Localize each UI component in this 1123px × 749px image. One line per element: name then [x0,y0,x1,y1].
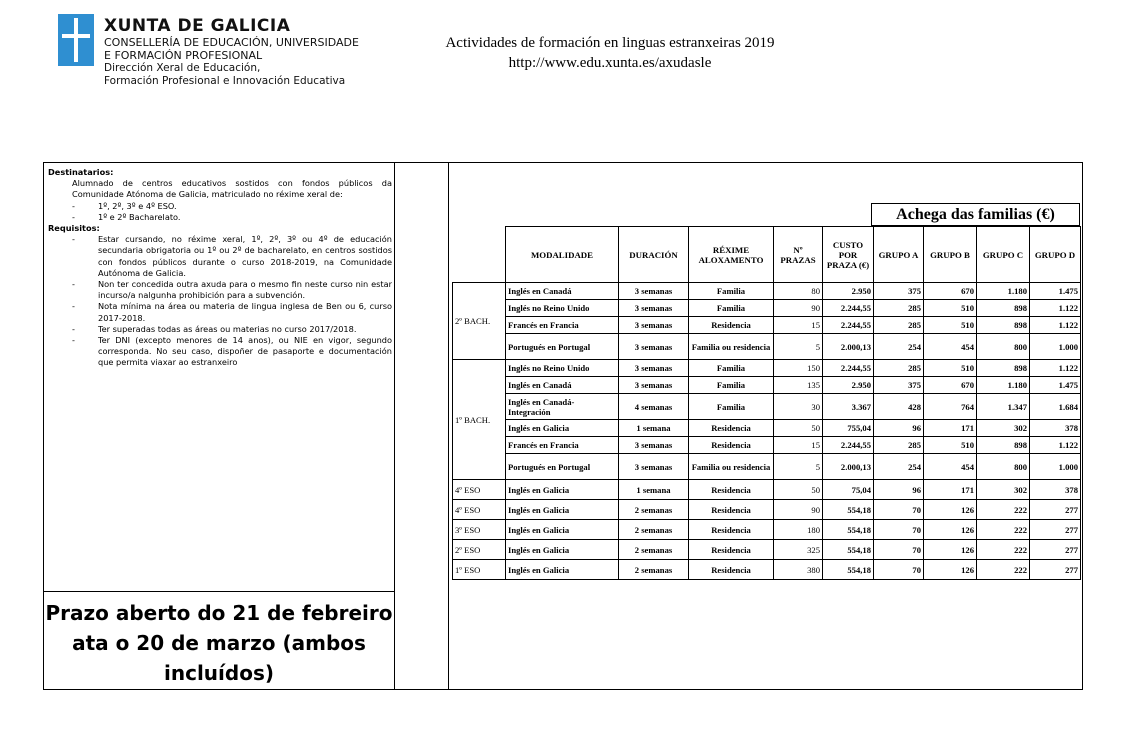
cost-cell: 2.244,55 [823,317,874,334]
group-a-cell: 285 [874,300,924,317]
brand-line: Dirección Xeral de Educación, [104,62,261,74]
group-c-cell: 222 [977,540,1030,560]
duration-cell: 3 semanas [619,437,689,454]
group-d-cell: 378 [1030,420,1081,437]
group-c-cell: 222 [977,500,1030,520]
header-row [453,227,1081,283]
col-header: GRUPO B [924,227,977,283]
group-b-cell: 126 [924,560,977,580]
requisitos-item [48,279,392,301]
cost-cell: 554,18 [823,560,874,580]
group-d-cell: 378 [1030,480,1081,500]
group-b-cell: 510 [924,360,977,377]
group-b-cell: 126 [924,500,977,520]
duration-cell: 1 semana [619,480,689,500]
group-c-cell: 302 [977,420,1030,437]
places-cell: 180 [774,520,823,540]
cost-cell: 554,18 [823,540,874,560]
empty-cell [453,227,506,283]
group-a-cell: 70 [874,560,924,580]
requirements-text [48,167,392,369]
cost-cell: 554,18 [823,500,874,520]
group-d-cell: 1.122 [1030,300,1081,317]
brand-block [104,16,359,88]
group-header: Achega das familias (€) [871,203,1080,226]
places-cell: 150 [774,360,823,377]
cost-cell: 2.244,55 [823,360,874,377]
cost-cell: 554,18 [823,520,874,540]
table-row [453,540,1081,560]
destinatarios-label: Destinatarios: [48,167,114,177]
regime-cell: Familia [689,300,774,317]
col-header: GRUPO A [874,227,924,283]
group-a-cell: 285 [874,317,924,334]
group-c-cell: 1.347 [977,394,1030,420]
title-url[interactable]: http://www.edu.xunta.es/axudasle [508,55,712,71]
modality-cell: Inglés en Canadá-Integración [506,394,619,420]
duration-cell: 2 semanas [619,500,689,520]
document-title [380,33,840,73]
regime-cell: Familia ou residencia [689,334,774,360]
modality-cell: Inglés en Galicia [506,480,619,500]
duration-cell: 3 semanas [619,377,689,394]
modality-cell: Inglés en Canadá [506,283,619,300]
table-row [453,480,1081,500]
col-header: Nº PRAZAS [774,227,823,283]
group-b-cell: 764 [924,394,977,420]
duration-cell: 4 semanas [619,394,689,420]
group-d-cell: 277 [1030,560,1081,580]
requisitos-item [48,324,392,335]
table-row [453,454,1081,480]
duration-cell: 3 semanas [619,334,689,360]
modality-cell: Inglés no Reino Unido [506,300,619,317]
modality-cell: Portugués en Portugal [506,454,619,480]
group-a-cell: 285 [874,437,924,454]
modality-cell: Francés en Francia [506,317,619,334]
dash: - [72,211,75,222]
group-a-cell: 254 [874,334,924,360]
level-cell: 4º ESO [453,480,506,500]
regime-cell: Residencia [689,437,774,454]
table-row [453,500,1081,520]
duration-cell: 2 semanas [619,540,689,560]
group-a-cell: 96 [874,480,924,500]
group-d-cell: 277 [1030,520,1081,540]
regime-cell: Residencia [689,317,774,334]
group-b-cell: 171 [924,420,977,437]
group-b-cell: 670 [924,377,977,394]
title-text: Actividades de formación en linguas estranxeiras 2019 [445,35,775,51]
group-d-cell: 1.122 [1030,317,1081,334]
table-row [453,300,1081,317]
table-row [453,520,1081,540]
table-row [453,437,1081,454]
places-cell: 90 [774,500,823,520]
group-a-cell: 285 [874,360,924,377]
group-a-cell: 254 [874,454,924,480]
requisitos-label: Requisitos: [48,223,100,234]
requisitos-item [48,234,392,279]
level-cell: 1º BACH. [453,360,506,480]
requisitos-item-text: Nota mínima na área ou materia de lingua inglesa de Ben ou 6, curso 2017-2018. [98,301,392,323]
regime-cell: Familia [689,394,774,420]
places-cell: 380 [774,560,823,580]
level-cell: 2º ESO [453,540,506,560]
level-cell: 4º ESO [453,500,506,520]
regime-cell: Residencia [689,420,774,437]
cost-cell: 2.244,55 [823,437,874,454]
dash: - [72,279,75,290]
destinatarios-text: Alumnado de centros educativos sostidos con fondos públicos da Comunidade Atónoma de Galicia, matriculado no réxime xeral de: [72,178,392,200]
courses-table [452,226,1081,580]
cost-cell: 2.000,13 [823,454,874,480]
group-a-cell: 70 [874,520,924,540]
col-header: GRUPO C [977,227,1030,283]
cost-cell: 2.950 [823,377,874,394]
destinatarios-item-text: 1º, 2º, 3º e 4º ESO. [98,200,177,211]
col-header: MODALIDADE [506,227,619,283]
duration-cell: 3 semanas [619,283,689,300]
places-cell: 5 [774,454,823,480]
regime-cell: Residencia [689,520,774,540]
duration-cell: 1 semana [619,420,689,437]
deadline-panel [43,591,395,690]
places-cell: 5 [774,334,823,360]
col-header: GRUPO D [1030,227,1081,283]
group-a-cell: 375 [874,377,924,394]
table-row [453,560,1081,580]
group-a-cell: 428 [874,394,924,420]
modality-cell: Inglés en Canadá [506,377,619,394]
regime-cell: Residencia [689,480,774,500]
group-a-cell: 70 [874,500,924,520]
group-c-cell: 898 [977,300,1030,317]
regime-cell: Familia [689,283,774,300]
places-cell: 90 [774,300,823,317]
level-cell: 3º ESO [453,520,506,540]
duration-cell: 2 semanas [619,520,689,540]
modality-cell: Portugués en Portugal [506,334,619,360]
requisitos-item [48,335,392,369]
requisitos-item-text: Estar cursando, no réxime xeral, 1º, 2º, 3º ou 4º de educación secundaria obrigatoria ou 1º ou 2º de bacharelato, en centros sostidos con fondos públicos durante o curso 2018-2019, na Comunidade Autónoma de Galicia. [98,234,392,278]
group-c-cell: 302 [977,480,1030,500]
group-b-cell: 510 [924,437,977,454]
places-cell: 30 [774,394,823,420]
group-d-cell: 1.000 [1030,454,1081,480]
dash: - [72,200,75,211]
deadline-line: ata o 20 de marzo (ambos [72,631,366,655]
group-b-cell: 670 [924,283,977,300]
regime-cell: Residencia [689,540,774,560]
dash: - [72,301,75,312]
regime-cell: Residencia [689,500,774,520]
col-header: DURACIÓN [619,227,689,283]
duration-cell: 2 semanas [619,560,689,580]
cost-cell: 75,04 [823,480,874,500]
group-c-cell: 898 [977,317,1030,334]
group-c-cell: 1.180 [977,377,1030,394]
modality-cell: Inglés en Galicia [506,540,619,560]
group-d-cell: 277 [1030,500,1081,520]
places-cell: 15 [774,437,823,454]
table-row [453,394,1081,420]
destinatarios-item [48,201,392,212]
table-body [453,283,1081,580]
places-cell: 15 [774,317,823,334]
brand-line: E FORMACIÓN PROFESIONAL [104,49,263,62]
group-d-cell: 1.684 [1030,394,1081,420]
modality-cell: Inglés en Galicia [506,420,619,437]
spacer-column [394,162,449,690]
col-header: RÉXIME ALOXAMENTO [689,227,774,283]
table-row [453,283,1081,300]
table-row [453,377,1081,394]
group-b-cell: 126 [924,540,977,560]
group-a-cell: 70 [874,540,924,560]
modality-cell: Inglés en Galicia [506,520,619,540]
deadline-line: Prazo aberto do 21 de febreiro [45,601,393,625]
places-cell: 135 [774,377,823,394]
group-d-cell: 1.122 [1030,437,1081,454]
duration-cell: 3 semanas [619,317,689,334]
destinatarios-item-text: 1º e 2º Bacharelato. [98,211,181,222]
group-c-cell: 222 [977,520,1030,540]
dash: - [72,335,75,346]
duration-cell: 3 semanas [619,454,689,480]
dash: - [72,323,75,334]
xunta-logo [58,14,94,66]
duration-cell: 3 semanas [619,300,689,317]
cost-cell: 2.000,13 [823,334,874,360]
deadline-line: incluídos) [164,661,274,685]
group-c-cell: 898 [977,437,1030,454]
modality-cell: Inglés en Galicia [506,560,619,580]
group-d-cell: 1.475 [1030,283,1081,300]
group-c-cell: 800 [977,454,1030,480]
group-a-cell: 96 [874,420,924,437]
group-c-cell: 800 [977,334,1030,360]
requisitos-item-text: Ter superadas todas as áreas ou materias no curso 2017/2018. [98,323,357,334]
table-row [453,360,1081,377]
group-b-cell: 510 [924,300,977,317]
table-row [453,317,1081,334]
regime-cell: Familia ou residencia [689,454,774,480]
group-d-cell: 1.475 [1030,377,1081,394]
group-b-cell: 171 [924,480,977,500]
modality-cell: Inglés no Reino Unido [506,360,619,377]
brand-line: Formación Profesional e Innovación Educativa [104,75,346,87]
table-row [453,334,1081,360]
level-cell: 2º BACH. [453,283,506,360]
group-d-cell: 277 [1030,540,1081,560]
col-header: CUSTO POR PRAZA (€) [823,227,874,283]
group-b-cell: 454 [924,454,977,480]
group-c-cell: 898 [977,360,1030,377]
requisitos-item [48,301,392,323]
duration-cell: 3 semanas [619,360,689,377]
table-row [453,420,1081,437]
places-cell: 80 [774,283,823,300]
regime-cell: Familia [689,377,774,394]
dash: - [72,234,75,245]
places-cell: 50 [774,480,823,500]
group-d-cell: 1.000 [1030,334,1081,360]
group-b-cell: 126 [924,520,977,540]
level-cell: 1º ESO [453,560,506,580]
group-c-cell: 1.180 [977,283,1030,300]
regime-cell: Familia [689,360,774,377]
brand-title: XUNTA DE GALICIA [104,16,291,36]
regime-cell: Residencia [689,560,774,580]
group-b-cell: 454 [924,334,977,360]
destinatarios-item [48,212,392,223]
places-cell: 50 [774,420,823,437]
cost-cell: 3.367 [823,394,874,420]
deadline-text [44,598,394,688]
requisitos-item-text: Non ter concedida outra axuda para o mesmo fin neste curso nin estar incurso/a nalgunha prohibición para a subvención. [98,279,392,301]
requisitos-item-text: Ter DNI (excepto menores de 14 anos), ou NIE en vigor, segundo corresponda. No seu caso, dispoñer de pasaporte e documentación que permita viaxar ao estranxeiro [98,335,392,368]
group-d-cell: 1.122 [1030,360,1081,377]
group-c-cell: 222 [977,560,1030,580]
group-b-cell: 510 [924,317,977,334]
modality-cell: Inglés en Galicia [506,500,619,520]
cost-cell: 2.244,55 [823,300,874,317]
brand-line: CONSELLERÍA DE EDUCACIÓN, UNIVERSIDADE [104,36,359,49]
requirements-panel [43,162,395,592]
places-cell: 325 [774,540,823,560]
group-a-cell: 375 [874,283,924,300]
cost-cell: 2.950 [823,283,874,300]
modality-cell: Francés en Francia [506,437,619,454]
cost-cell: 755,04 [823,420,874,437]
